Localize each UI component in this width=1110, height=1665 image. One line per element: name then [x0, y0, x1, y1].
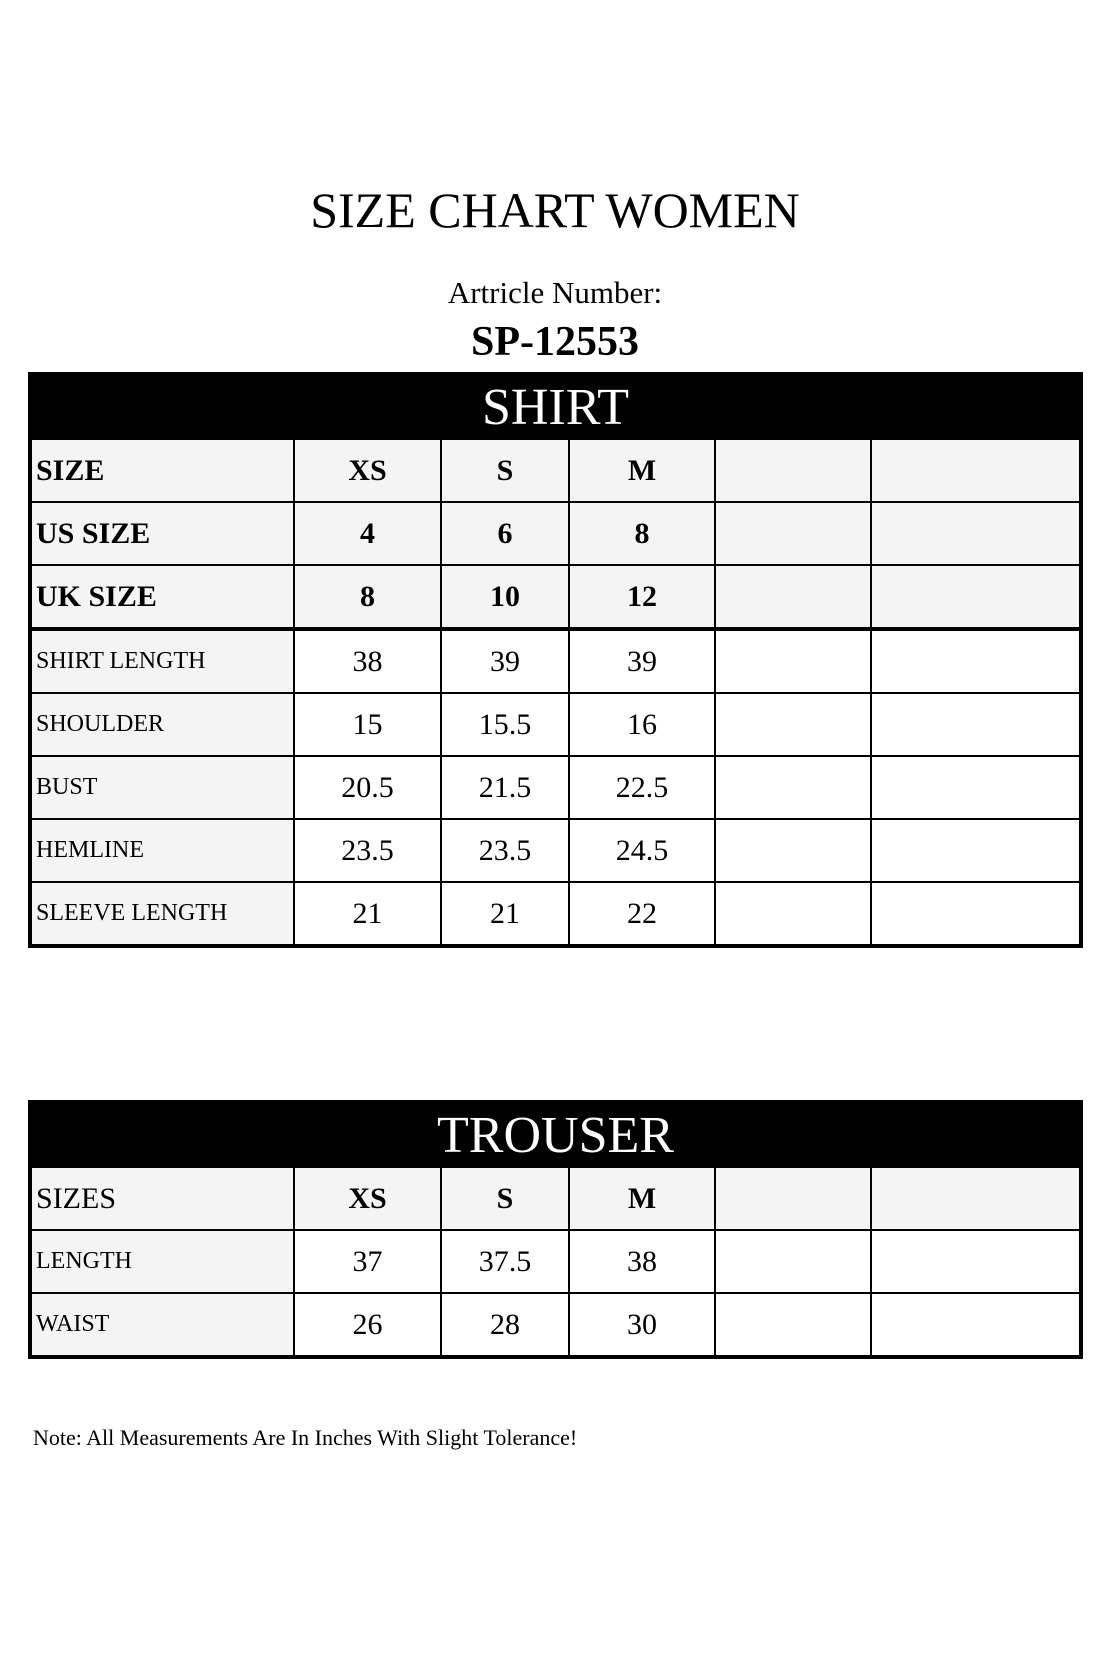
size-header-row: [32, 440, 1079, 502]
table-cell: 26: [294, 1293, 441, 1355]
table-cell: 22: [569, 882, 715, 944]
size-header-row: [32, 565, 1079, 629]
table-cell: [715, 756, 871, 819]
table-cell: 21: [294, 882, 441, 944]
table-cell: 22.5: [569, 756, 715, 819]
table-cell: [715, 693, 871, 756]
table-cell: 8: [569, 502, 715, 565]
table-cell: 39: [441, 629, 569, 693]
trouser-size-table: [28, 1100, 1083, 1359]
table-row: [32, 693, 1079, 756]
table-cell: [871, 629, 1079, 693]
table-cell: [715, 1168, 871, 1230]
table-row: [32, 1230, 1079, 1293]
table-cell: 37: [294, 1230, 441, 1293]
row-label: SIZE: [32, 440, 294, 502]
table-row: [32, 819, 1079, 882]
row-label: US SIZE: [32, 502, 294, 565]
table-row: [32, 756, 1079, 819]
table-cell: [715, 629, 871, 693]
trouser-grid: [32, 1168, 1079, 1355]
table-cell: 39: [569, 629, 715, 693]
table-cell: [871, 1293, 1079, 1355]
table-cell: 15: [294, 693, 441, 756]
table-cell: 21.5: [441, 756, 569, 819]
table-cell: 23.5: [441, 819, 569, 882]
size-header-row: [32, 1168, 1079, 1230]
table-cell: S: [441, 1168, 569, 1230]
table-cell: 38: [294, 629, 441, 693]
table-cell: [715, 819, 871, 882]
shirt-table-heading: SHIRT: [32, 376, 1079, 440]
table-cell: 6: [441, 502, 569, 565]
table-cell: [715, 502, 871, 565]
table-row: [32, 1293, 1079, 1355]
row-label: LENGTH: [32, 1230, 294, 1293]
table-cell: [871, 882, 1079, 944]
table-cell: [715, 440, 871, 502]
row-label: UK SIZE: [32, 565, 294, 629]
row-label: HEMLINE: [32, 819, 294, 882]
table-cell: XS: [294, 1168, 441, 1230]
table-cell: [715, 1293, 871, 1355]
table-cell: 23.5: [294, 819, 441, 882]
table-cell: 10: [441, 565, 569, 629]
table-row: [32, 882, 1079, 944]
shirt-grid: [32, 440, 1079, 944]
size-header-row: [32, 502, 1079, 565]
article-number: SP-12553: [471, 319, 639, 365]
table-cell: 30: [569, 1293, 715, 1355]
row-label: WAIST: [32, 1293, 294, 1355]
table-cell: [871, 502, 1079, 565]
shirt-size-table: [28, 372, 1083, 948]
row-label: SIZES: [32, 1168, 294, 1230]
table-cell: [871, 819, 1079, 882]
table-cell: 37.5: [441, 1230, 569, 1293]
table-cell: S: [441, 440, 569, 502]
table-cell: 4: [294, 502, 441, 565]
table-cell: 16: [569, 693, 715, 756]
trouser-table-heading: TROUSER: [32, 1104, 1079, 1168]
article-number-label: Artricle Number:: [447, 275, 663, 310]
table-cell: 24.5: [569, 819, 715, 882]
table-cell: XS: [294, 440, 441, 502]
table-cell: [871, 1168, 1079, 1230]
page-title: SIZE CHART WOMEN: [310, 182, 800, 238]
table-cell: [871, 440, 1079, 502]
row-label: SHIRT LENGTH: [32, 629, 294, 693]
table-cell: 12: [569, 565, 715, 629]
table-row: [32, 629, 1079, 693]
table-cell: 28: [441, 1293, 569, 1355]
table-cell: [715, 882, 871, 944]
table-cell: [871, 756, 1079, 819]
row-label: SLEEVE LENGTH: [32, 882, 294, 944]
measurement-note: Note: All Measurements Are In Inches With Slight Tolerance!: [33, 1425, 578, 1450]
table-cell: [871, 693, 1079, 756]
table-cell: [871, 1230, 1079, 1293]
table-cell: 15.5: [441, 693, 569, 756]
table-cell: M: [569, 440, 715, 502]
table-cell: [871, 565, 1079, 629]
table-cell: [715, 1230, 871, 1293]
table-cell: M: [569, 1168, 715, 1230]
row-label: BUST: [32, 756, 294, 819]
row-label: SHOULDER: [32, 693, 294, 756]
table-cell: 21: [441, 882, 569, 944]
table-cell: 38: [569, 1230, 715, 1293]
table-cell: [715, 565, 871, 629]
table-cell: 8: [294, 565, 441, 629]
table-cell: 20.5: [294, 756, 441, 819]
